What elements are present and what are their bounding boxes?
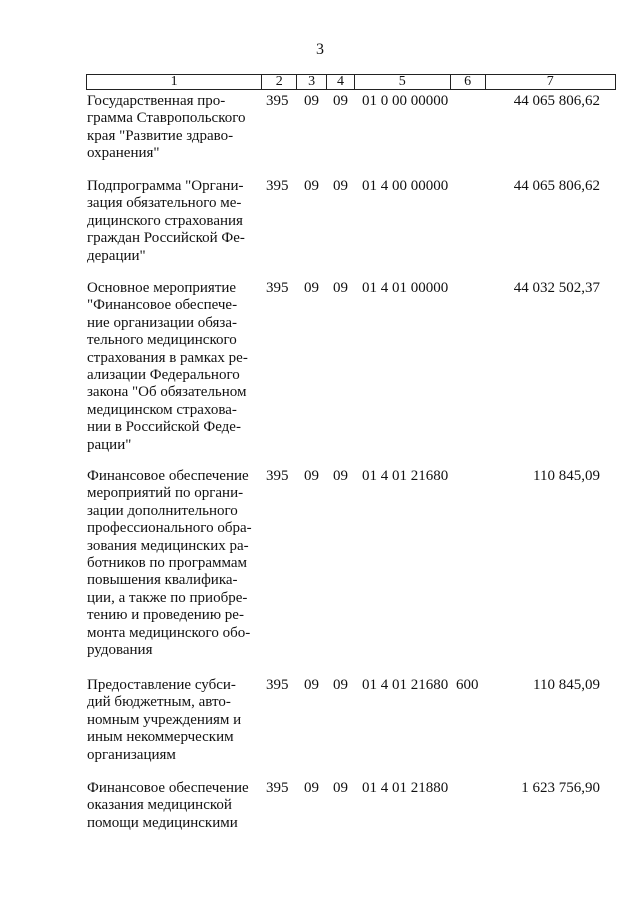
page-number: 3: [316, 41, 324, 58]
row-vid-rashodov: 600: [456, 677, 479, 693]
row-name: Финансовое обеспечение оказания медицинской помощи медицинскими: [87, 780, 249, 831]
row-tselevaya-statya: 01 4 00 00000: [362, 178, 449, 194]
row-razdel: 09: [304, 280, 319, 296]
header-col-5: 5: [355, 75, 451, 89]
table-header: [86, 74, 616, 90]
row-tselevaya-statya: 01 4 01 00000: [362, 280, 449, 296]
row-tselevaya-statya: 01 4 01 21680: [362, 468, 449, 484]
row-grbs: 395: [266, 280, 289, 296]
row-razdel: 09: [304, 468, 319, 484]
row-sum: 110 845,09: [533, 468, 600, 484]
row-tselevaya-statya: 01 0 00 00000: [362, 93, 449, 109]
row-name: Предоставление субси- дий бюджетным, авто- номным учреждениям и иным некоммерческим организациям: [87, 677, 242, 763]
row-grbs: 395: [266, 178, 289, 194]
header-col-2: 2: [262, 75, 297, 89]
row-podrazdel: 09: [333, 93, 348, 109]
row-sum: 110 845,09: [533, 677, 600, 693]
row-name: Подпрограмма "Органи- зация обязательного ме- дицинского страхования граждан Российской Фе- дерации": [87, 178, 245, 264]
row-tselevaya-statya: 01 4 01 21680: [362, 677, 449, 693]
row-sum: 44 032 502,37: [513, 280, 600, 296]
row-name: Финансовое обеспечение мероприятий по органи- зации дополнительного профессионального обра- зования медицинских ра- ботников по программам повышения квалифика- ции, а также по приобре- тению и проведению ре- монта медицинского обо- рудования: [87, 468, 252, 659]
row-podrazdel: 09: [333, 780, 348, 796]
row-grbs: 395: [266, 93, 289, 109]
header-col-7: 7: [546, 74, 554, 89]
row-podrazdel: 09: [333, 178, 348, 194]
row-razdel: 09: [304, 780, 319, 796]
row-sum: 1 623 756,90: [521, 780, 600, 796]
row-podrazdel: 09: [333, 468, 348, 484]
row-razdel: 09: [304, 93, 319, 109]
row-name: Государственная про- грамма Ставропольского края "Развитие здраво- охранения": [87, 93, 246, 162]
header-col-1: 1: [87, 75, 262, 89]
row-podrazdel: 09: [333, 280, 348, 296]
header-col-4: 4: [327, 75, 355, 89]
row-grbs: 395: [266, 468, 289, 484]
row-sum: 44 065 806,62: [513, 93, 600, 109]
row-podrazdel: 09: [333, 677, 348, 693]
header-col-3: 3: [297, 75, 327, 89]
row-razdel: 09: [304, 677, 319, 693]
row-grbs: 395: [266, 677, 289, 693]
row-sum: 44 065 806,62: [513, 178, 600, 194]
row-grbs: 395: [266, 780, 289, 796]
row-tselevaya-statya: 01 4 01 21880: [362, 780, 449, 796]
row-name: Основное мероприятие "Финансовое обеспече- ние организации обяза- тельного медицинского страхования в рамках ре- ализации Федерального закона "Об обязательном медицинском страхова- нии в Российской Феде- рации": [87, 280, 248, 453]
row-razdel: 09: [304, 178, 319, 194]
header-col-6: 6: [451, 75, 486, 89]
